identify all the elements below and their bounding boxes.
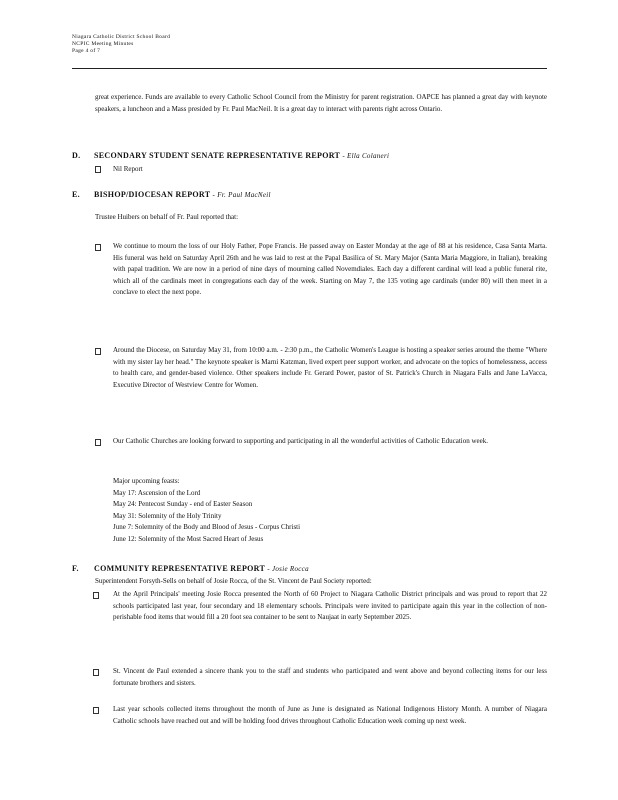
- section-e-title: BISHOP/DIOCESAN REPORT: [94, 190, 211, 199]
- header-board-name: Niagara Catholic District School Board: [72, 34, 171, 40]
- section-f-presenter: - Josie Rocca: [267, 565, 309, 573]
- section-f-title: COMMUNITY REPRESENTATIVE REPORT: [94, 564, 265, 573]
- section-d-letter: D.: [72, 151, 81, 160]
- section-f-bullet-1: At the April Principals' meeting Josie Rocca presented the North of 60 Project to Niagara Catholic District principals and was proud to report that 22 schools participated last year, four secondary and 18 elementary schools. Principals were invited to participate again this year in the collection of non-perishable food items that would fill a 20 foot sea container to be sent to Naujaat in early September 2025.: [113, 590, 547, 621]
- feasts-list: [113, 476, 300, 545]
- checkbox-icon: [95, 348, 101, 355]
- section-d-title: SECONDARY STUDENT SENATE REPRESENTATIVE REPORT: [94, 151, 341, 160]
- feast-item: May 24: Pentecost Sunday - end of Easter Season: [113, 500, 253, 508]
- section-f-heading: [72, 564, 309, 573]
- header-doc-title: NCPIC Meeting Minutes: [72, 41, 134, 47]
- checkbox-icon: [95, 439, 101, 446]
- intro-paragraph: great experience. Funds are available to every Catholic School Council from the Ministry for parent registration. OAPCE has planned a great day with keynote speakers, a luncheon and a Mass presided by Fr. Paul MacNeil. It is a great day to interact with parents right across Ontario.: [95, 93, 547, 113]
- feast-item: May 31: Solemnity of the Holy Trinity: [113, 511, 222, 520]
- feast-item: June 12: Solemnity of the Most Sacred Heart of Jesus: [113, 534, 264, 543]
- feasts-title: Major upcoming feasts:: [113, 477, 180, 485]
- section-e-bullet-1: We continue to mourn the loss of our Holy Father, Pope Francis. He passed away on Easter Monday at the age of 88 at his residence, Casa Santa Marta. His funeral was held on Saturday April 26th and he was laid to rest at the Papal Basilica of St. Mary Major (Santa Maria Maggiore, in Italian), breaking with papal tradition. We are now in a period of nine days of mourning called Novemdiales. Each day a different cardinal will lead a public funeral rite, which all of the cardinals meet in congregations each day of the week. Starting on May 7, the 135 voting age cardinals (under 80) will then meet in a conclave to elect the next pope.: [113, 242, 547, 296]
- section-e-presenter: - Fr. Paul MacNeil: [212, 191, 271, 199]
- section-d-heading: [72, 151, 389, 160]
- section-e-letter: E.: [72, 190, 80, 199]
- feast-item: May 17: Ascension of the Lord: [113, 488, 201, 497]
- header-rule: [72, 68, 547, 69]
- page-header: [72, 34, 170, 55]
- section-e-bullet-3: Our Catholic Churches are looking forward to supporting and participating in all the wonderful activities of Catholic Education week.: [113, 437, 488, 445]
- section-d-item: Nil Report: [113, 165, 143, 173]
- section-e-bullet-2: Around the Diocese, on Saturday May 31, from 10:00 a.m. - 2:30 p.m., the Catholic Women's League is hosting a speaker series around the theme "Where with my sister lay her head." The keynote speaker is Marni Katzman, lived expert peer support worker, and advocate on the topics of homelessness, access to health care, and gender-based violence. Other speakers include Fr. Gerard Power, pastor of St. Patrick's Church in Niagara Falls and Jane LaVacca, Executive Director of Westview Centre for Women.: [113, 346, 547, 389]
- section-e-intro: Trustee Huibers on behalf of Fr. Paul reported that:: [95, 213, 239, 221]
- header-page-number: Page 4 of 7: [72, 48, 101, 54]
- section-e-heading: [72, 190, 271, 199]
- checkbox-icon: [93, 592, 99, 599]
- section-f-letter: F.: [72, 564, 79, 573]
- checkbox-icon: [93, 669, 99, 676]
- section-f-bullet-3: Last year schools collected items throughout the month of June as June is designated as National Indigenous History Month. A number of Niagara Catholic schools have reached out and will be holding food drives throughout Catholic Education week coming up next week.: [113, 705, 547, 725]
- feast-item: June 7: Solemnity of the Body and Blood of Jesus - Corpus Christi: [113, 523, 301, 531]
- section-f-bullet-2: St. Vincent de Paul extended a sincere thank you to the staff and students who participated and went above and beyond collecting items for our less fortunate brothers and sisters.: [113, 667, 547, 687]
- section-f-intro: Superintendent Forsyth-Sells on behalf of Josie Rocca, of the St. Vincent de Paul Society reported:: [95, 577, 372, 585]
- checkbox-icon: [95, 244, 101, 251]
- section-d-presenter: - Ella Colaneri: [342, 152, 390, 160]
- checkbox-icon: [93, 707, 99, 714]
- checkbox-icon: [95, 166, 101, 173]
